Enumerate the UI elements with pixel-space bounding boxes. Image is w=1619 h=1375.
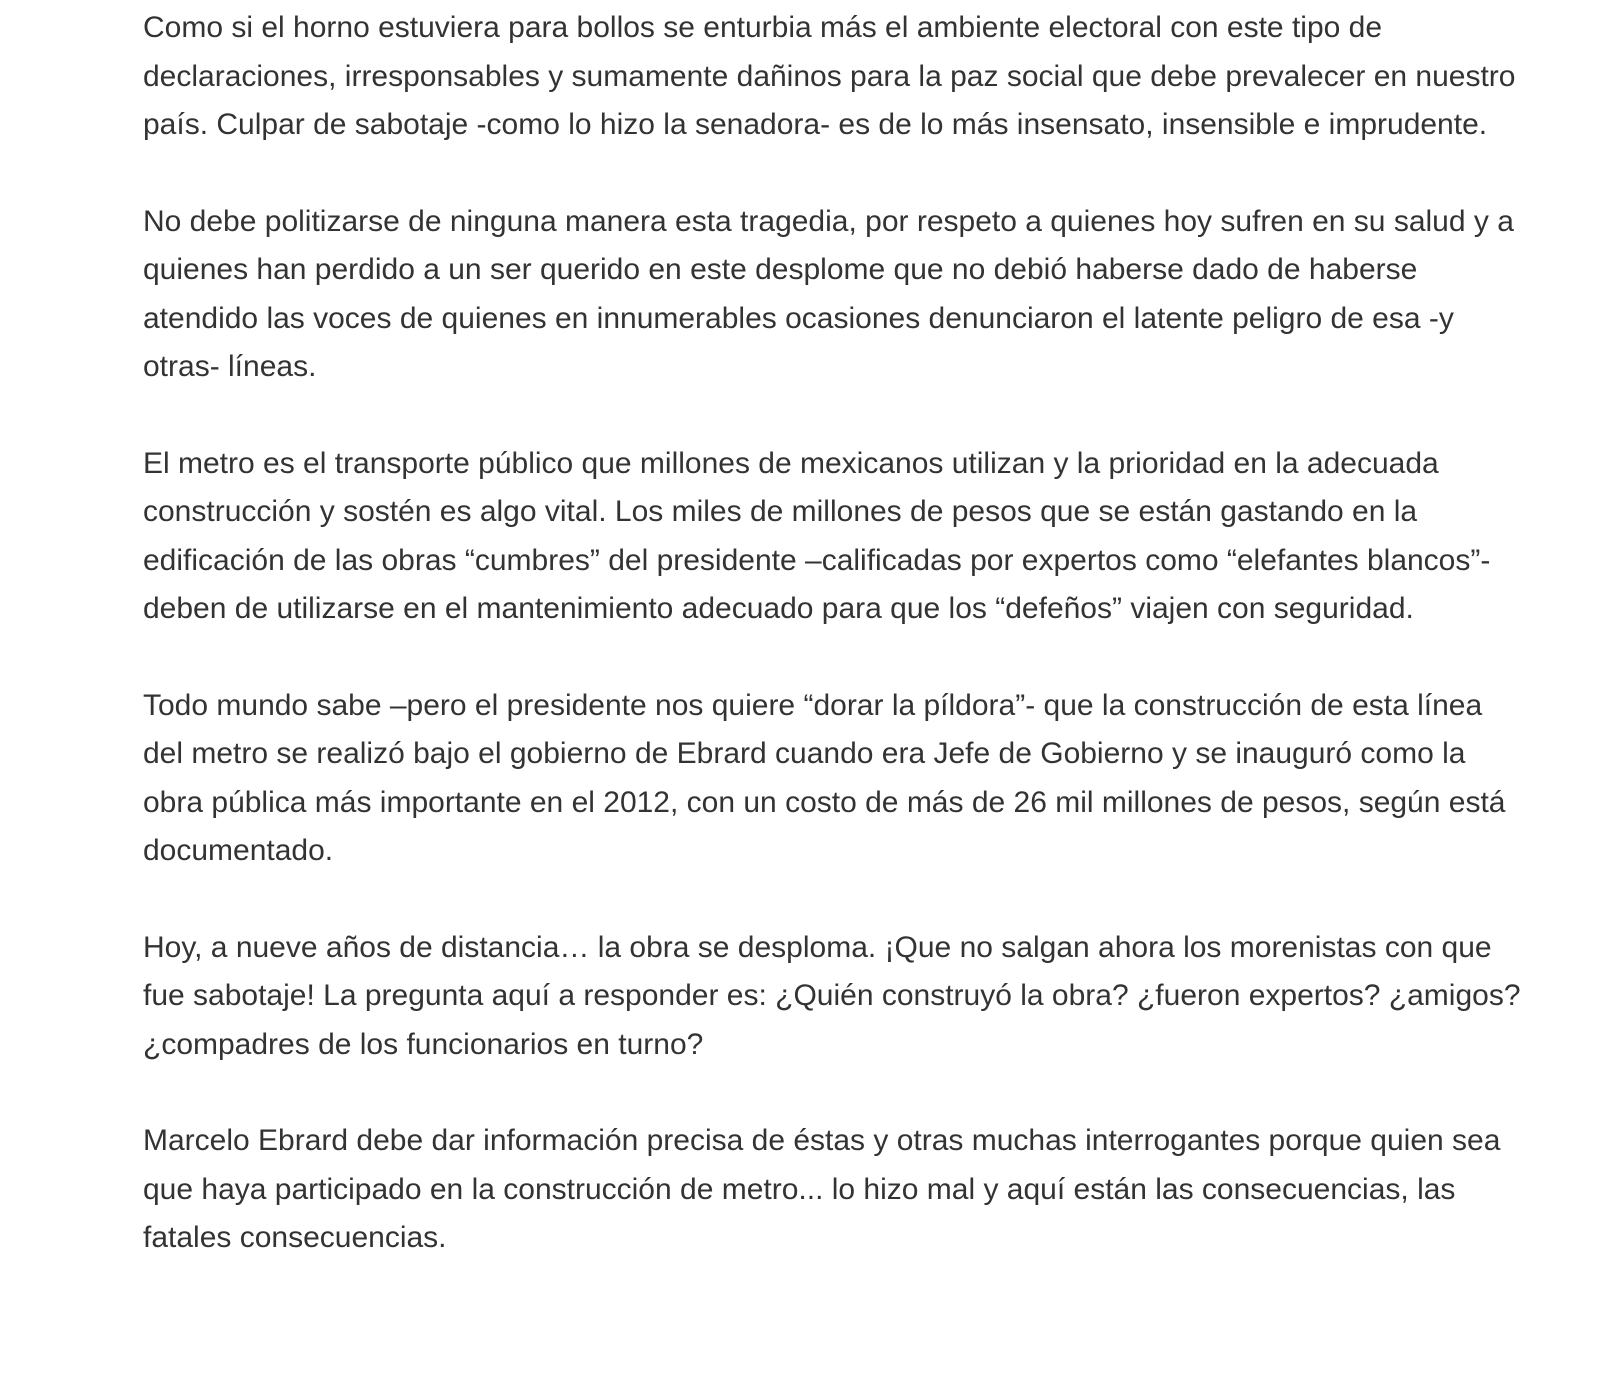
paragraph-1: Como si el horno estuviera para bollos se enturbia más el ambiente electoral con este tipo de declaraciones, irresponsables y sumamente dañinos para la paz social que debe prevalecer en nuestro país. Culpar de sabotaje -como lo hizo la senadora- es de lo más insensato, insensible e imprudente. <box>143 11 1516 141</box>
paragraph-4: Todo mundo sabe –pero el presidente nos quiere “dorar la píldora”- que la construcción de esta línea del metro se realizó bajo el gobierno de Ebrard cuando era Jefe de Gobierno y se inauguró como la obra pública más importante en el 2012, con un costo de más de 26 mil millones de pesos, según está documentado. <box>143 688 1506 867</box>
paragraph-6: Marcelo Ebrard debe dar información precisa de éstas y otras muchas interrogantes porque quien sea que haya participado en la construcción de metro... lo hizo mal y aquí están las consecuencias, las fatales consecuencias. <box>143 1124 1501 1254</box>
paragraph-2: No debe politizarse de ninguna manera esta tragedia, por respeto a quienes hoy sufren en su salud y a quienes han perdido a un ser querido en este desplome que no debió haberse dado de haberse atendido las voces de quienes en innumerables ocasiones denunciaron el latente peligro de esa -y otras- líneas. <box>143 204 1514 383</box>
paragraph-3: El metro es el transporte público que millones de mexicanos utilizan y la prioridad en la adecuada construcción y sostén es algo vital. Los miles de millones de pesos que se están gastando en la edificación de las obras “cumbres” del presidente –calificadas por expertos como “elefantes blancos”- deben de utilizarse en el mantenimiento adecuado para que los “defeños” viajen con seguridad. <box>143 446 1491 625</box>
article-body <box>143 4 1523 1311</box>
paragraph-5: Hoy, a nueve años de distancia… la obra se desploma. ¡Que no salgan ahora los morenistas con que fue sabotaje! La pregunta aquí a responder es: ¿Quién construyó la obra? ¿fueron expertos? ¿amigos? ¿compadres de los funcionarios en turno? <box>143 930 1521 1061</box>
